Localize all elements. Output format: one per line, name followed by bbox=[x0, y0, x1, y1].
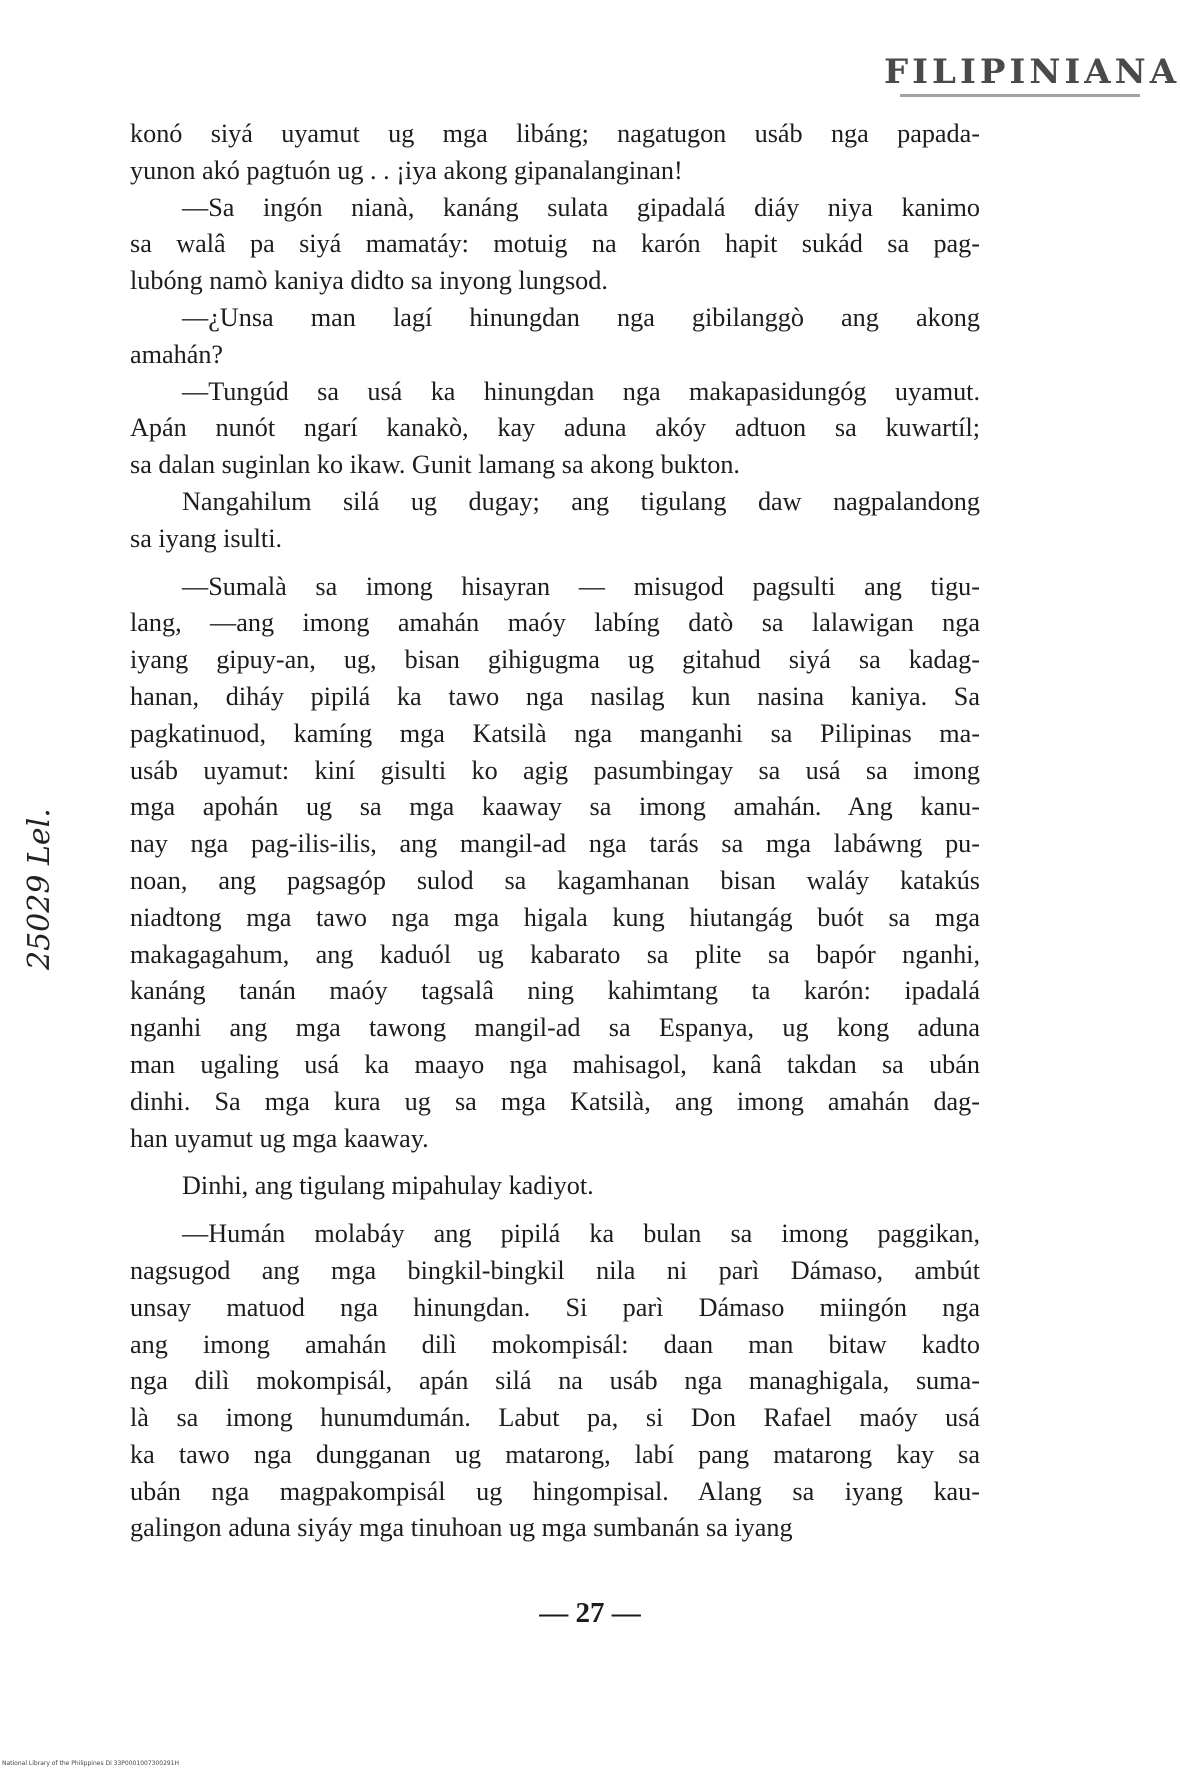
text-line: man ugaling usá ka maayo nga mahisagol, kanâ takdan sa ubán bbox=[130, 1049, 980, 1079]
text-line: ubán nga magpakompisál ug hingompisal. Alang sa iyang kau- bbox=[130, 1476, 980, 1506]
paragraph bbox=[130, 1216, 980, 1547]
text-line: niadtong mga tawo nga mga higala kung hiutangág buót sa mga bbox=[130, 902, 980, 932]
text-line: nagsugod ang mga bingkil-bingkil nila ni parì Dámaso, ambút bbox=[130, 1255, 980, 1285]
text-line: amahán? bbox=[130, 339, 224, 369]
text-line: Apán nunót ngarí kanakò, kay aduna akóy adtuon sa kuwartíl; bbox=[130, 413, 980, 443]
text-line: —Tungúd sa usá ka hinungdan nga makapasidungóg uyamut. bbox=[182, 376, 980, 406]
paragraph-gap bbox=[130, 1157, 980, 1168]
text-line: nay nga pag-ilis-ilis, ang mangil-ad nga tarás sa mga labáwng pu- bbox=[130, 829, 980, 859]
text-line: lang, —ang imong amahán maóy labíng datò sa lalawigan nga bbox=[130, 608, 980, 638]
page-number: — 27 — bbox=[539, 1597, 641, 1629]
text-line: noan, ang pagsagóp sulod sa kagamhanan bisan waláy katakús bbox=[130, 865, 980, 895]
text-line: iyang gipuy-an, ug, bisan gihigugma ug gitahud siyá sa kadag- bbox=[130, 645, 980, 675]
text-line: makagagahum, ang kaduól ug kabarato sa plite sa bapór nganhi, bbox=[130, 939, 980, 969]
text-line: nganhi ang mga tawong mangil-ad sa Espanya, ug kong aduna bbox=[130, 1013, 980, 1043]
text-line: yunon akó pagtuón ug . . ¡iya akong gipanalanginan! bbox=[130, 155, 683, 185]
text-line: sa dalan suginlan ko ikaw. Gunit lamang sa akong bukton. bbox=[130, 450, 740, 480]
text-line: unsay matuod nga hinungdan. Si parì Dámaso miingón nga bbox=[130, 1292, 980, 1322]
text-line: —Sumalà sa imong hisayran — misugod pagsulti ang tigu- bbox=[182, 571, 980, 601]
body-text bbox=[130, 116, 980, 1547]
paragraph bbox=[130, 1168, 980, 1205]
text-line: ang imong amahán dilì mokompisál: daan man bitaw kadto bbox=[130, 1329, 980, 1359]
stamp-underline bbox=[900, 94, 1140, 97]
text-line: lubóng namò kaniya didto sa inyong lungsod. bbox=[130, 266, 608, 296]
text-line: galingon aduna siyáy mga tinuhoan ug mga sumbanán sa iyang bbox=[130, 1513, 793, 1543]
paragraph-gap bbox=[130, 1205, 980, 1216]
text-line: —¿Unsa man lagí hinungdan nga gibilanggò ang akong bbox=[182, 302, 980, 332]
text-line: sa walâ pa siyá mamatáy: motuig na karón hapit sukád sa pag- bbox=[130, 229, 980, 259]
text-line: dinhi. Sa mga kura ug sa mga Katsilà, ang imong amahán dag- bbox=[130, 1086, 980, 1116]
text-line: nga dilì mokompisál, apán silá na usáb nga managhigala, suma- bbox=[130, 1366, 980, 1396]
paragraph bbox=[130, 300, 980, 374]
text-line: Dinhi, ang tigulang mipahulay kadiyot. bbox=[182, 1171, 594, 1201]
library-footer: National Library of the Philippines Di 33P0001007300291H bbox=[2, 1760, 180, 1767]
filipiniana-stamp: FILIPINIANA bbox=[884, 52, 1180, 92]
text-line: là sa imong hunumdumán. Labut pa, si Don Rafael maóy usá bbox=[130, 1403, 980, 1433]
paragraph bbox=[130, 116, 980, 190]
paragraph bbox=[130, 484, 980, 558]
text-line: sa iyang isulti. bbox=[130, 523, 283, 553]
paragraph bbox=[130, 569, 980, 1158]
paragraph bbox=[130, 374, 980, 484]
text-line: —Humán molabáy ang pipilá ka bulan sa imong paggikan, bbox=[182, 1219, 980, 1249]
text-line: ka tawo nga dungganan ug matarong, labí pang matarong kay sa bbox=[130, 1439, 980, 1469]
paragraph bbox=[130, 190, 980, 300]
text-line: pagkatinuod, kamíng mga Katsilà nga manganhi sa Pilipinas ma- bbox=[130, 718, 980, 748]
handwritten-margin-note: 25029 Lel. bbox=[22, 808, 57, 970]
text-line: hanan, diháy pipilá ka tawo nga nasilag kun nasina kaniya. Sa bbox=[130, 681, 980, 711]
text-line: han uyamut ug mga kaaway. bbox=[130, 1123, 429, 1153]
text-line: —Sa ingón nianà, kanáng sulata gipadalá diáy niya kanimo bbox=[182, 192, 980, 222]
text-line: usáb uyamut: kiní gisulti ko agig pasumbingay sa usá sa imong bbox=[130, 755, 980, 785]
text-line: Nangahilum silá ug dugay; ang tigulang daw nagpalandong bbox=[182, 486, 980, 516]
text-line: konó siyá uyamut ug mga libáng; nagatugon usáb nga papada- bbox=[130, 119, 980, 148]
paragraph-gap bbox=[130, 558, 980, 569]
text-line: mga apohán ug sa mga kaaway sa imong amahán. Ang kanu- bbox=[130, 792, 980, 822]
text-line: kanáng tanán maóy tagsalâ ning kahimtang ta karón: ipadalá bbox=[130, 976, 980, 1006]
